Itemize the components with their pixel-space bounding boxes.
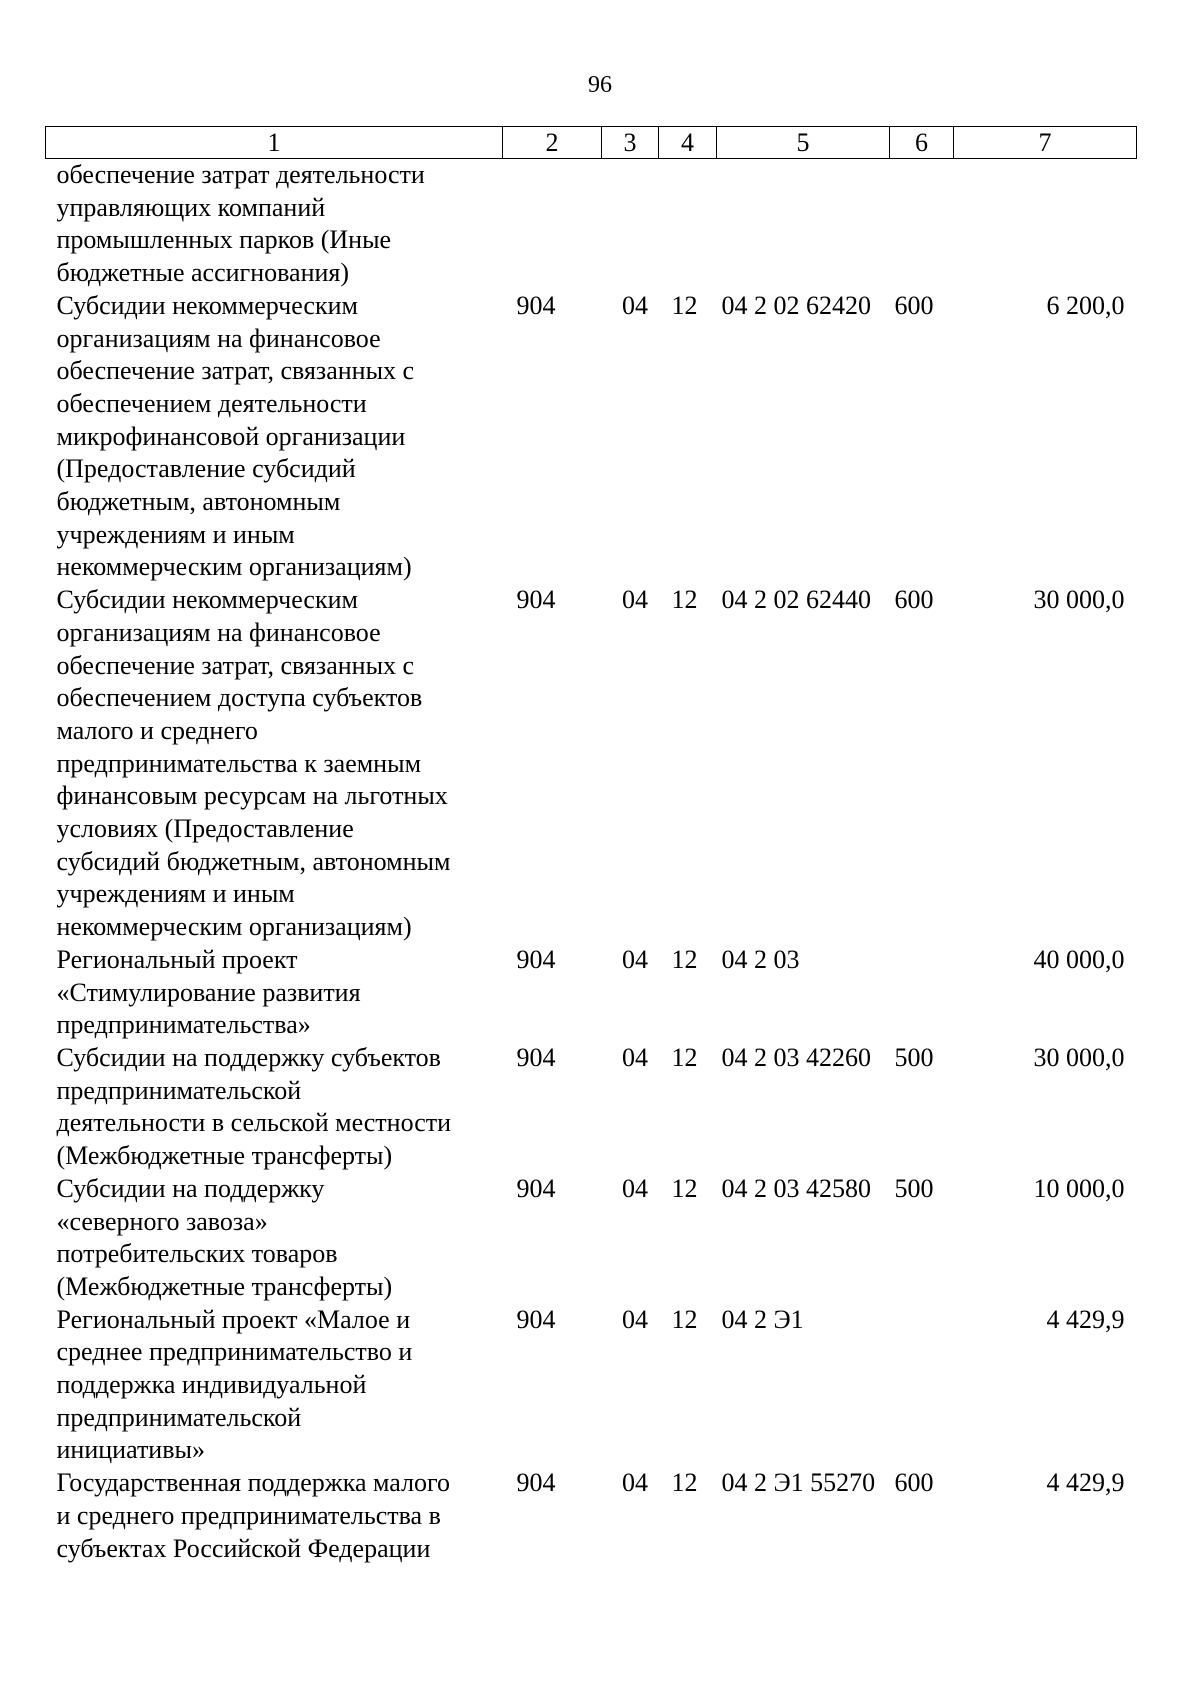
cell-subsection-code: 12 [671, 1304, 698, 1334]
cell-name-line: обеспечением деятельности [56, 388, 367, 418]
cell-name-line: субсидий бюджетным, автономным [56, 846, 451, 876]
cell-expense-type-code [890, 944, 954, 1042]
cell-subsection-code: 12 [671, 290, 698, 320]
cell-name-line: бюджетным, автономным [56, 487, 341, 517]
cell-name-line: Субсидии некоммерческим [56, 290, 358, 320]
cell-name-line: деятельности в сельской местности [56, 1108, 452, 1138]
column-header-7: 7 [954, 127, 1137, 159]
cell-subsection-code: 12 [671, 1042, 698, 1072]
cell-section-code: 04 [622, 944, 648, 974]
cell-amount: 6 200,0 [1046, 290, 1125, 320]
column-header-1: 1 [46, 127, 503, 159]
cell-section-code: 04 [622, 1042, 648, 1072]
cell-target-article-code: 04 2 Э1 [721, 1304, 804, 1334]
cell-target-article-code: 04 2 03 42580 [721, 1173, 871, 1203]
cell-name-line: некоммерческим организациям) [56, 552, 412, 582]
column-header-3: 3 [602, 127, 659, 159]
cell-expense-type-code: 500 [894, 1042, 934, 1072]
cell-name-line: обеспечение затрат, связанных с [56, 356, 415, 386]
cell-grbs-code: 904 [516, 1304, 556, 1334]
header-row [46, 127, 1137, 159]
cell-name-line: предпринимательства» [56, 1010, 311, 1040]
cell-grbs-code [503, 159, 602, 290]
cell-expense-type-code [890, 1304, 954, 1468]
cell-section-code: 04 [622, 1304, 648, 1334]
cell-name-line: микрофинансовой организации [56, 421, 406, 451]
cell-name-line: предпринимательства к заемным [56, 748, 422, 778]
cell-name [46, 290, 503, 584]
cell-name-line: субъектах Российской Федерации [56, 1533, 431, 1563]
cell-grbs-code: 904 [516, 1468, 556, 1498]
cell-subsection-code: 12 [671, 585, 698, 615]
table-row [46, 944, 1137, 1042]
cell-target-article-code: 04 2 02 62420 [721, 290, 871, 320]
cell-grbs-code: 904 [516, 290, 556, 320]
cell-name-line: «северного завоза» [56, 1206, 268, 1236]
cell-subsection-code: 12 [671, 1173, 698, 1203]
cell-name [46, 944, 503, 1042]
cell-amount: 4 429,9 [1046, 1468, 1125, 1498]
cell-target-article-code [717, 159, 890, 290]
cell-name-line: потребительских товаров [56, 1239, 338, 1269]
cell-name [46, 1304, 503, 1468]
cell-subsection-code [659, 159, 717, 290]
cell-expense-type-code: 600 [894, 1468, 934, 1498]
cell-section-code: 04 [622, 585, 648, 615]
cell-name-line: (Межбюджетные трансферты) [56, 1141, 393, 1171]
cell-name-line: условиях (Предоставление [56, 814, 354, 844]
table-row [46, 584, 1137, 944]
cell-name-line: обеспечением доступа субъектов [56, 683, 423, 713]
cell-name-line: Региональный проект [56, 944, 298, 974]
cell-name-line: и среднего предпринимательства в [56, 1500, 441, 1530]
cell-subsection-code: 12 [671, 1468, 698, 1498]
table-row [46, 1173, 1137, 1304]
cell-amount: 30 000,0 [1033, 1042, 1125, 1072]
cell-amount [954, 159, 1137, 290]
cell-expense-type-code: 600 [894, 290, 934, 320]
cell-name-line: некоммерческим организациям) [56, 912, 412, 942]
cell-amount: 4 429,9 [1046, 1304, 1125, 1334]
cell-name-line: Региональный проект «Малое и [56, 1304, 411, 1334]
table-header [46, 127, 1137, 159]
cell-expense-type-code: 600 [894, 585, 934, 615]
cell-grbs-code: 904 [516, 1173, 556, 1203]
cell-name-line: финансовым ресурсам на льготных [56, 781, 448, 811]
column-header-6: 6 [890, 127, 954, 159]
cell-name-line: предпринимательской [56, 1402, 302, 1432]
cell-amount: 30 000,0 [1033, 585, 1125, 615]
cell-name [46, 1042, 503, 1173]
cell-name-line: (Межбюджетные трансферты) [56, 1271, 393, 1301]
cell-amount: 40 000,0 [1033, 944, 1125, 974]
cell-target-article-code: 04 2 03 42260 [721, 1042, 871, 1072]
cell-name-line: обеспечение затрат, связанных с [56, 650, 415, 680]
cell-target-article-code: 04 2 02 62440 [721, 585, 871, 615]
cell-section-code: 04 [622, 290, 648, 320]
cell-name-line: управляющих компаний [56, 192, 326, 222]
cell-name-line: малого и среднего [56, 715, 258, 745]
cell-name-line: Субсидии некоммерческим [56, 585, 358, 615]
cell-expense-type-code [890, 159, 954, 290]
cell-target-article-code: 04 2 Э1 55270 [721, 1468, 876, 1498]
cell-name-line: (Предоставление субсидий [56, 454, 356, 484]
cell-grbs-code: 904 [516, 585, 556, 615]
cell-name-line: обеспечение затрат деятельности [56, 160, 425, 189]
cell-name-line: среднее предпринимательство и [56, 1337, 413, 1367]
cell-name-line: Государственная поддержка малого [56, 1468, 451, 1498]
cell-name-line: организациям на финансовое [56, 617, 381, 647]
page-number: 96 [588, 72, 612, 98]
cell-name-line: учреждениям и иным [56, 879, 295, 909]
cell-name-line: Субсидии на поддержку субъектов [56, 1042, 441, 1072]
table-row [46, 1042, 1137, 1173]
cell-subsection-code: 12 [671, 944, 698, 974]
cell-name-line: промышленных парков (Иные [56, 225, 392, 255]
cell-grbs-code: 904 [516, 944, 556, 974]
cell-name-line: инициативы» [56, 1435, 205, 1465]
cell-name [46, 159, 503, 290]
table-row [46, 1467, 1137, 1565]
cell-name-line: предпринимательской [56, 1075, 302, 1105]
cell-section-code: 04 [622, 1468, 648, 1498]
cell-name-line: поддержка индивидуальной [56, 1370, 367, 1400]
table-row [46, 1304, 1137, 1468]
cell-name [46, 1467, 503, 1565]
cell-name-line: Субсидии на поддержку [56, 1173, 325, 1203]
table-row [46, 290, 1137, 584]
cell-name [46, 584, 503, 944]
table-row [46, 159, 1137, 290]
cell-name-line: бюджетные ассигнования) [56, 258, 350, 288]
cell-target-article-code: 04 2 03 [721, 944, 800, 974]
cell-name-line: «Стимулирование развития [56, 977, 361, 1007]
cell-expense-type-code: 500 [894, 1173, 934, 1203]
cell-name [46, 1173, 503, 1304]
budget-table [45, 126, 1137, 1565]
cell-amount: 10 000,0 [1033, 1173, 1125, 1203]
column-header-5: 5 [717, 127, 890, 159]
cell-name-line: организациям на финансовое [56, 323, 381, 353]
column-header-2: 2 [503, 127, 602, 159]
cell-name-line: учреждениям и иным [56, 519, 295, 549]
cell-section-code: 04 [622, 1173, 648, 1203]
table-body [46, 159, 1137, 1566]
column-header-4: 4 [659, 127, 717, 159]
cell-grbs-code: 904 [516, 1042, 556, 1072]
cell-section-code [602, 159, 659, 290]
